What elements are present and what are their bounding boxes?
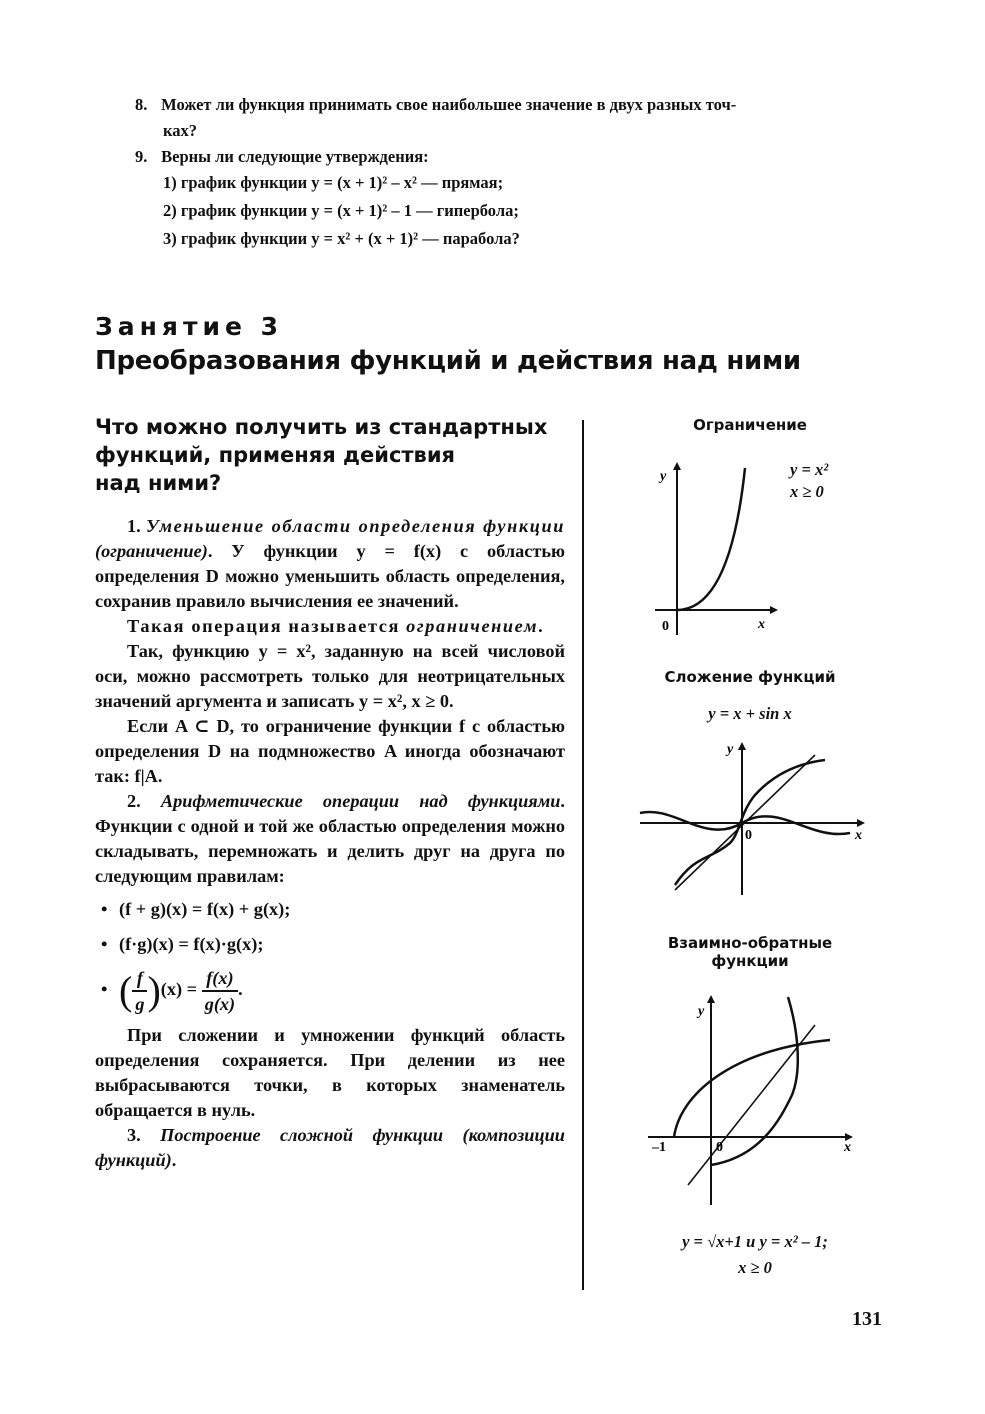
body-column bbox=[95, 514, 565, 1173]
formula-inverse-1: y = √x+1 и y = x² – 1; bbox=[682, 1232, 828, 1251]
paragraph-restriction-name bbox=[95, 614, 565, 639]
figure-caption-inverse bbox=[640, 934, 860, 970]
section-heading-line: функций, применяя действия bbox=[95, 443, 456, 467]
paragraph-text: . У функции y = f(x) с областью определения D можно уменьшить область определения, сохранив правило вычисления ее значений. bbox=[95, 541, 565, 611]
figure-caption-restriction: Ограничение bbox=[693, 416, 807, 434]
rule-sum: • (f + g)(x) = f(x) + g(x); bbox=[95, 897, 565, 922]
item-number: 1. bbox=[127, 516, 141, 536]
figure-caption-sum: Сложение функций bbox=[664, 668, 836, 686]
paragraph-arithmetic bbox=[95, 789, 565, 889]
question-text: Верны ли следующие утверждения: bbox=[161, 147, 429, 166]
y-axis-label: y bbox=[660, 469, 667, 484]
rule-product: • (f·g)(x) = f(x)·g(x); bbox=[95, 932, 565, 957]
inverse-graph bbox=[640, 985, 875, 1210]
statement-2: 2) график функции y = (x + 1)² – 1 — гипербола; bbox=[163, 201, 519, 220]
paragraph-text: . Функции с одной и той же областью определения можно складывать, перемножать и делить друг на друга по следующим правилам: bbox=[95, 791, 565, 886]
section-heading-line: над ними? bbox=[95, 471, 222, 495]
term: Арифметические операции над функциями bbox=[160, 791, 561, 811]
term: ограничением bbox=[406, 616, 539, 636]
fraction-denominator: g bbox=[135, 993, 145, 1014]
question-text: Может ли функция принимать свое наибольшее значение в двух разных точ- bbox=[161, 95, 737, 114]
paragraph-domain: При сложении и умножении функций область определения сохраняется. При делении из нее выбрасываются точки, в которых знаменатель обращается в нуль. bbox=[95, 1024, 565, 1120]
term: (ограничение) bbox=[95, 541, 208, 561]
rule-division: • ( $\frac{f}{g}$ )(x) = $\frac{f(x)}{g(x)}$ . bbox=[95, 961, 565, 1019]
column-divider bbox=[582, 420, 584, 1290]
paragraph-example: Так, функцию y = x², заданную на всей числовой оси, можно рассмотреть только для неотрицательных значений аргумента и записать y = x², x ≥ 0. bbox=[95, 641, 565, 711]
paragraph-composition bbox=[95, 1123, 565, 1173]
item-number: 2. bbox=[127, 791, 141, 811]
question-text-cont: ках? bbox=[163, 121, 198, 140]
question-number: 8. bbox=[135, 95, 148, 114]
origin-label: 0 bbox=[662, 619, 669, 634]
x-axis-label: x bbox=[844, 1140, 851, 1155]
term: Построение сложной функции bbox=[160, 1124, 444, 1145]
term: Уменьшение области определения функции bbox=[146, 516, 565, 536]
caption-line: Взаимно-обратные bbox=[667, 934, 833, 952]
x-axis-label: x bbox=[855, 828, 862, 843]
minus-one-label: –1 bbox=[652, 1140, 666, 1155]
punctuation: . bbox=[538, 616, 543, 636]
sum-graph bbox=[635, 735, 875, 900]
paragraph-subset: Если A ⊂ D, то ограничение функции f с областью определения D на подмножество A иногда обозначают так: f|A. bbox=[95, 716, 565, 786]
term: (композиции функций) bbox=[95, 1124, 565, 1170]
fraction-f-over-g bbox=[132, 966, 147, 1016]
x-axis-label: x bbox=[758, 617, 765, 632]
rule-text: (x) = bbox=[160, 979, 198, 999]
restriction-graph bbox=[640, 450, 870, 640]
paragraph-restriction bbox=[95, 514, 565, 614]
punctuation: . bbox=[238, 979, 243, 999]
question-8 bbox=[135, 92, 905, 144]
y-axis-label: y bbox=[727, 742, 734, 757]
statement-3: 3) график функции y = x² + (x + 1)² — парабола? bbox=[163, 229, 520, 248]
question-9 bbox=[135, 144, 905, 252]
formula-restriction-1: y = x² bbox=[790, 460, 829, 479]
paragraph-text: Такая операция называется bbox=[127, 616, 407, 636]
y-axis-label: y bbox=[698, 1004, 705, 1019]
origin-label: 0 bbox=[716, 1140, 723, 1155]
fraction-denominator: g(x) bbox=[204, 993, 236, 1014]
punctuation: . bbox=[171, 1149, 177, 1170]
fraction-numerator: f(x) bbox=[202, 966, 238, 992]
fraction-values bbox=[202, 966, 238, 1016]
lesson-number: Занятие 3 bbox=[95, 312, 284, 341]
statement-1: 1) график функции y = (x + 1)² – x² — прямая; bbox=[163, 173, 504, 192]
formula-sum: y = x + sin x bbox=[708, 704, 792, 723]
question-number: 9. bbox=[135, 147, 148, 166]
formula-restriction-2: x ≥ 0 bbox=[790, 482, 824, 501]
section-heading-line: Что можно получить из стандартных bbox=[95, 415, 548, 439]
item-number: 3. bbox=[127, 1124, 141, 1145]
page-number: 131 bbox=[852, 1308, 882, 1330]
caption-line: функции bbox=[711, 952, 789, 970]
fraction-numerator: f bbox=[132, 966, 147, 992]
lesson-title: Преобразования функций и действия над ними bbox=[95, 346, 801, 376]
formula-inverse-2: x ≥ 0 bbox=[738, 1258, 772, 1277]
origin-label: 0 bbox=[745, 828, 752, 843]
section-heading bbox=[95, 413, 565, 497]
